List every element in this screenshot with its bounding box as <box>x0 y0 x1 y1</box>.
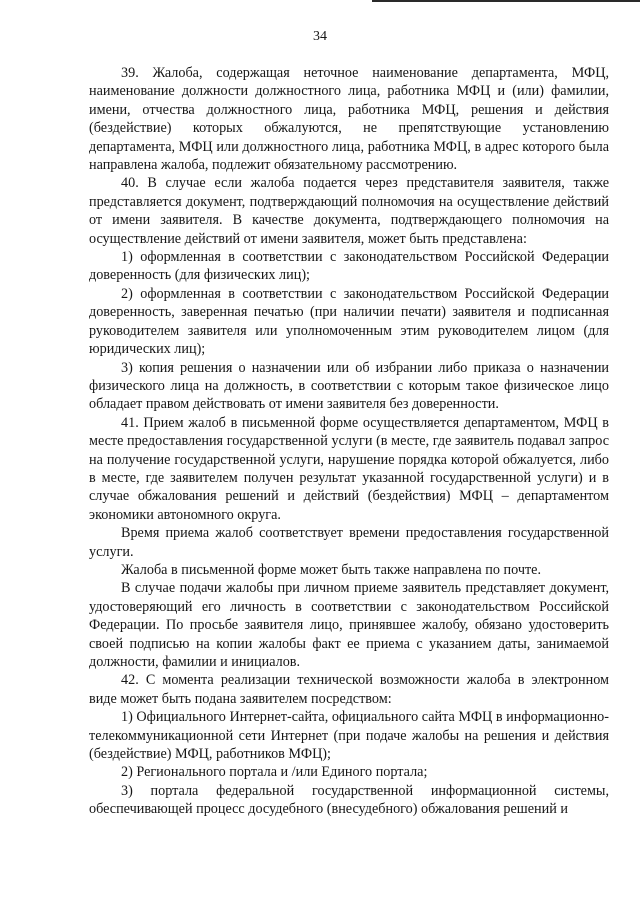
document-body <box>89 64 609 819</box>
paragraph-40: 40. В случае если жалоба подается через представителя заявителя, также представляется документ, подтверждающий полномочия на осуществление действий от имени заявителя. В качестве документа, подтверждающего полномочия на осуществление действий от имени заявителя, может быть представлена: <box>89 175 609 247</box>
paragraph-41: 41. Прием жалоб в письменной форме осуществляется департаментом, МФЦ в месте предоставления государственной услуги (в месте, где заявитель подавал запрос на получение государственной услуги, нарушение порядка которой обжалуется, либо в месте, где заявителем получен результат указанной государственной услуги) и в случае обжалования решений и действий (бездействия) МФЦ – департаментом экономики автономного округа. <box>89 414 609 523</box>
list-item-42-2: 2) Регионального портала и /или Единого портала; <box>121 764 428 781</box>
list-item-42-1: 1) Официального Интернет-сайта, официального сайта МФЦ в информационно-телекоммуникационной сети Интернет (при подаче жалобы на решения и действия (бездействие) МФЦ, работников МФЦ); <box>89 709 609 763</box>
paragraph-postal: Жалоба в письменной форме может быть также направлена по почте. <box>121 561 542 578</box>
list-item-40-1: 1) оформленная в соответствии с законодательством Российской Федерации доверенность (для физических лиц); <box>89 249 609 284</box>
paragraph-39: 39. Жалоба, содержащая неточное наименование департамента, МФЦ, наименование должности должностного лица, работника МФЦ и (или) фамилии, имени, отчества должностного лица, работника МФЦ, решения и действия (бездействие) которых обжалуются, не препятствующие установлению департамента, МФЦ или должностного лица, работника МФЦ, в адрес которого была направлена жалоба, подлежит обязательному рассмотрению. <box>89 65 609 174</box>
list-item-40-3: 3) копия решения о назначении или об избрании либо приказа о назначении физического лица на должность, в соответствии с которым такое физическое лицо обладает правом действовать от имени заявителя без доверенности. <box>89 359 609 413</box>
list-item-40-2: 2) оформленная в соответствии с законодательством Российской Федерации доверенность, заверенная печатью (при наличии печати) заявителя и подписанная руководителем заявителя или уполномоченным этим руководителем лицом (для юридических лиц); <box>89 285 609 358</box>
scan-edge-line <box>372 0 640 2</box>
paragraph-reception-time: Время приема жалоб соответствует времени предоставления государственной услуги. <box>89 525 609 560</box>
page-number: 34 <box>313 29 327 44</box>
list-item-42-3: 3) портала федеральной государственной информационной системы, обеспечивающей процесс досудебного (внесудебного) обжалования решений и <box>89 782 609 818</box>
paragraph-42: 42. С момента реализации технической возможности жалоба в электронном виде может быть подана заявителем посредством: <box>89 672 609 707</box>
paragraph-personal-reception: В случае подачи жалобы при личном приеме заявитель представляет документ, удостоверяющий его личность в соответствии с законодательством Российской Федерации. По просьбе заявителя лицо, принявшее жалобу, обязано удостоверить своей подписью на копии жалобы факт ее приема с указанием даты, занимаемой должности, фамилии и инициалов. <box>89 580 609 670</box>
